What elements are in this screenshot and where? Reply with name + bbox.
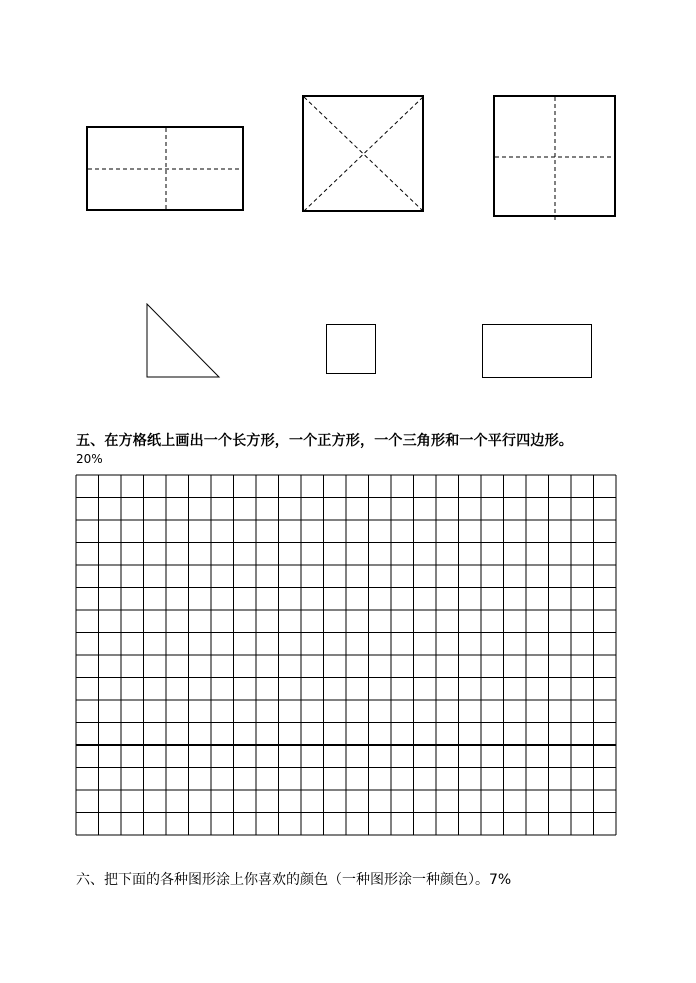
square-with-folds — [493, 95, 617, 223]
section-5-score: 20% — [76, 452, 103, 466]
small-square — [326, 324, 377, 375]
section-6-title: 六、把下面的各种图形涂上你喜欢的颜色（一种图形涂一种颜色）。7% — [76, 872, 512, 888]
section-5-title — [76, 430, 573, 450]
square-with-diagonals — [302, 95, 426, 213]
grid-paper[interactable] — [75, 474, 617, 836]
small-rectangle — [482, 324, 593, 379]
right-triangle — [146, 303, 222, 379]
section-5-text: 五、在方格纸上画出一个长方形，一个正方形，一个三角形和一个平行四边形。 — [76, 433, 573, 449]
rectangle-with-folds — [86, 126, 246, 212]
